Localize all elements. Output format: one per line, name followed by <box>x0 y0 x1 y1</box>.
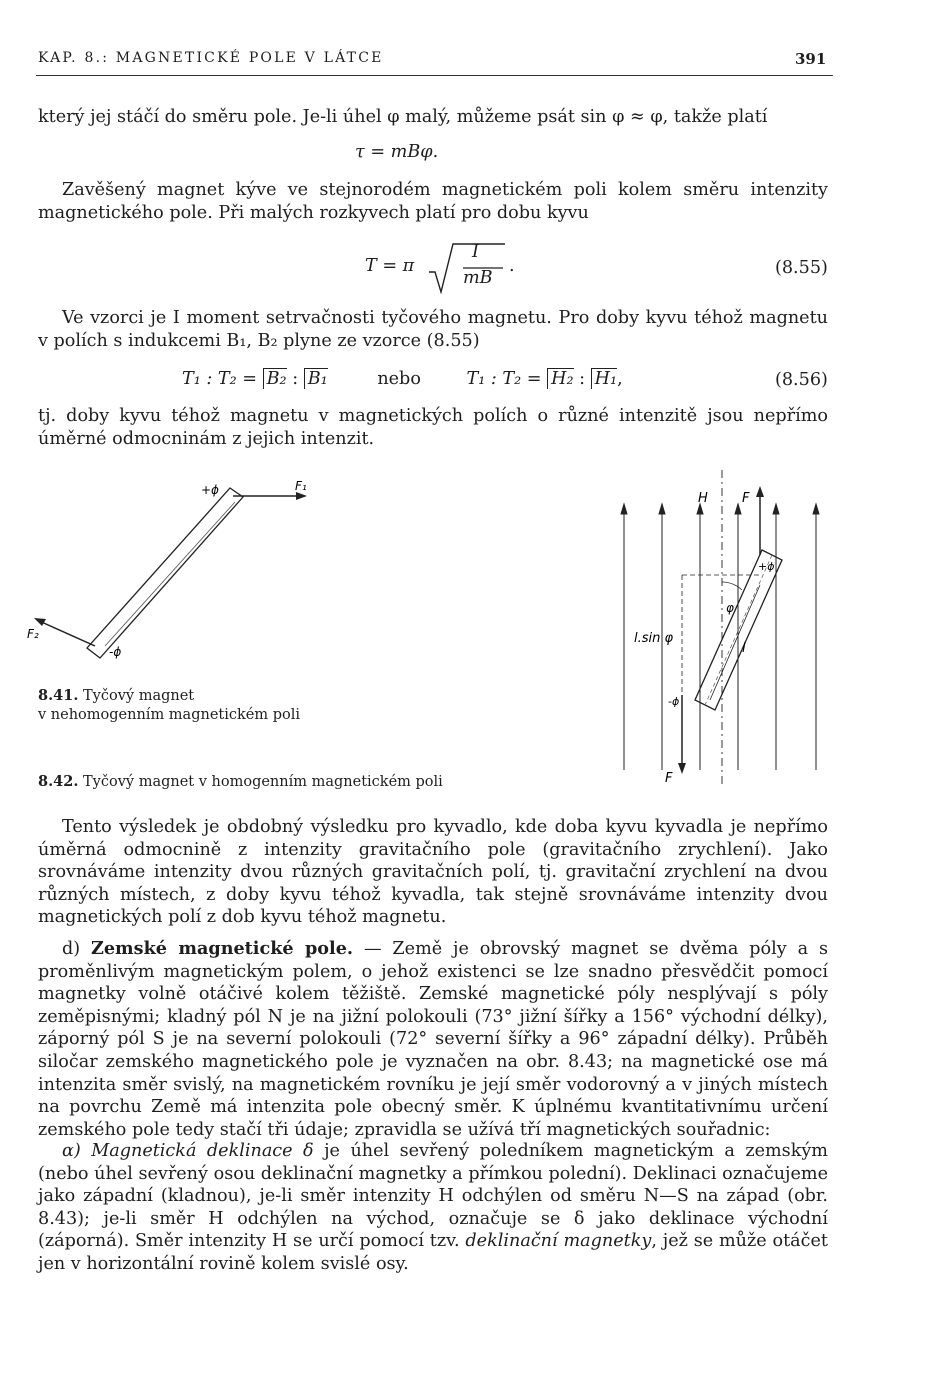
fig42-label-h: H <box>698 491 708 506</box>
paragraph-1 <box>38 106 828 129</box>
running-header: KAP. 8.: MAGNETICKÉ POLE V LÁTCE <box>38 50 384 66</box>
equation-8-55 <box>365 240 525 300</box>
eq-856-mid: nebo <box>377 369 421 389</box>
figure-8-41 <box>25 470 325 670</box>
caption-8-41 <box>38 686 300 725</box>
paragraph-5-text: Tento výsledek je obdobný výsledku pro kyvadlo, kde doba kyvu kyvadla je nepřímo úměrná odmocnině z intenzity gravitačního pole (gravitačního zrychlení). Jako srovnáváme intenzity dvou různých gravitačních polí, tj. gravitační zrychlení na dvou různých místech, z doby kyvu téhož kyvadla, tak stejně srovnáváme intenzity dvou magnetických polí z dob kyvu téhož magnetu. <box>38 817 828 928</box>
fig42-label-f-top: F <box>742 491 750 506</box>
eq-856-left-a: T₁ : T₂ = <box>182 369 263 389</box>
para6-prefix: d) <box>62 939 92 959</box>
fig42-label-plus: +ϕ <box>758 560 775 573</box>
fig42-force-top-arrow <box>756 486 764 555</box>
fig41-force-f2-arrow <box>34 618 95 646</box>
term-declination-needle: deklinační magnetky <box>465 1231 652 1252</box>
para6-body: — Země je obrovský magnet se dvěma póly a s proměnlivým magnetickým polem, o jehož existenci se lze snadno přesvědčit pomocí magnetky volně otáčivé kolem těžiště. Zemské magnetické póly nesplývají s póly zeměpisnými; kladný pól N je na jižní polokouli (73° jižní šířky a 156° východní délky), záporný pól S je na severní polokouli (72° severní šířky a 96° západní délky). Průběh siločar zemského magnetického pole je vyznačen na obr. 8.43; na magnetické ose má intenzita směr svislý, na magnetickém rovníku je její směr vodorovný a v jiných místech na povrchu Země má intenzita pole obecný směr. K úplnému kvantitativnímu určení zemského pole tedy stačí tři údaje; zpravidla se užívá tří magnetických souřadnic: <box>38 939 828 1140</box>
fig41-force-f1-arrow <box>233 492 307 500</box>
para7-body-a: je úhel sevřený poledníkem magnetickým a zemským (nebo úhel sevřený osou deklinační magnetky a přímkou polední). Deklinaci označujeme jako západní (kladnou), je-li směr intenzity H odchýlen od směru N—S na západ (obr. 8.43); je-li směr H odchýlen na východ, označuje se δ jako deklinace východní (záporná). Směr intenzity H se určí pomocí tzv. <box>38 1141 828 1252</box>
fig41-label-plus: +ϕ <box>201 483 219 497</box>
eq-855-denominator: mB <box>463 268 493 288</box>
fig42-label-f-bottom: F <box>665 771 673 786</box>
eq-855-tail: . <box>509 256 515 276</box>
paragraph-3-text: Ve vzorci je I moment setrvačnosti tyčového magnetu. Pro doby kyvu téhož magnetu v polích s indukcemi B₁, B₂ plyne ze vzorce (8.55) <box>38 308 828 351</box>
eq-856-root-b2: H₁ <box>591 368 617 389</box>
fig41-bar-magnet <box>87 488 243 658</box>
fig42-dim-l <box>710 585 760 700</box>
fig41-label-minus: -ϕ <box>109 645 122 659</box>
paragraph-2-text: Zavěšený magnet kýve ve stejnorodém magnetickém poli kolem směru intenzity magnetického pole. Při malých rozkyvech platí pro dobu kyvu <box>38 180 828 223</box>
caption-8-41-number: 8.41. <box>38 687 79 704</box>
eq-856-tail: , <box>617 369 623 389</box>
para7-body-b: , jež se může otáčet jen v horizontální rovině kolem svislé osy. <box>38 1231 828 1274</box>
term-declination: Magnetická deklinace δ <box>91 1141 314 1161</box>
fig42-label-minus: -ϕ <box>668 695 680 708</box>
para7-prefix: α) <box>62 1141 92 1161</box>
paragraph-6 <box>38 938 828 1141</box>
paragraph-7 <box>38 1140 828 1276</box>
caption-8-41-line1: Tyčový magnet <box>82 688 195 704</box>
fig42-label-phi: φ <box>726 601 734 615</box>
fig41-label-f1: F₁ <box>295 479 307 493</box>
header-rule <box>36 75 833 76</box>
fig41-label-f2: F₂ <box>27 627 39 641</box>
caption-8-42-text: Tyčový magnet v homogenním magnetickém poli <box>82 774 443 790</box>
eq-855-numerator: I <box>472 242 479 262</box>
fig42-label-l: l <box>742 641 746 656</box>
paragraph-5 <box>38 816 828 929</box>
paragraph-1-text: který jej stáčí do směru pole. Je-li úhel φ malý, můžeme psát sin φ ≈ φ, takže platí <box>38 107 768 127</box>
equation-8-56 <box>182 368 623 394</box>
paragraph-7-text <box>38 1140 828 1276</box>
eq-856-left-b: T₁ : T₂ = <box>466 369 548 389</box>
fig42-angle-arc <box>722 582 742 590</box>
paragraph-4-text: tj. doby kyvu téhož magnetu v magnetických polích o různé intenzitě jsou nepřímo úměrné odmocninám z jejich intenzit. <box>38 406 828 449</box>
fig42-label-lsin: l.sin φ <box>634 631 674 646</box>
equation-number-8-55: (8.55) <box>775 258 828 278</box>
paragraph-6-text <box>38 938 828 1141</box>
eq-856-sep-b: : <box>573 369 591 389</box>
paragraph-4 <box>38 405 828 450</box>
caption-8-42-number: 8.42. <box>38 773 79 790</box>
eq-856-sep-a: : <box>286 369 304 389</box>
paragraph-3 <box>38 307 828 352</box>
eq-856-root-a2: B₁ <box>304 368 328 389</box>
figure-8-42 <box>610 470 835 790</box>
eq-856-root-b1: H₂ <box>547 368 573 389</box>
eq-855-lhs: T = π <box>365 256 415 276</box>
paragraph-2 <box>38 179 828 224</box>
eq-856-root-a1: B₂ <box>263 368 287 389</box>
section-heading-earth-field: Zemské magnetické pole. <box>91 938 354 959</box>
equation-torque: τ = mBφ. <box>355 142 439 162</box>
page-number: 391 <box>795 50 827 68</box>
equation-number-8-56: (8.56) <box>775 370 828 390</box>
caption-8-42 <box>38 772 443 792</box>
caption-8-41-line2: v nehomogenním magnetickém poli <box>38 707 300 723</box>
